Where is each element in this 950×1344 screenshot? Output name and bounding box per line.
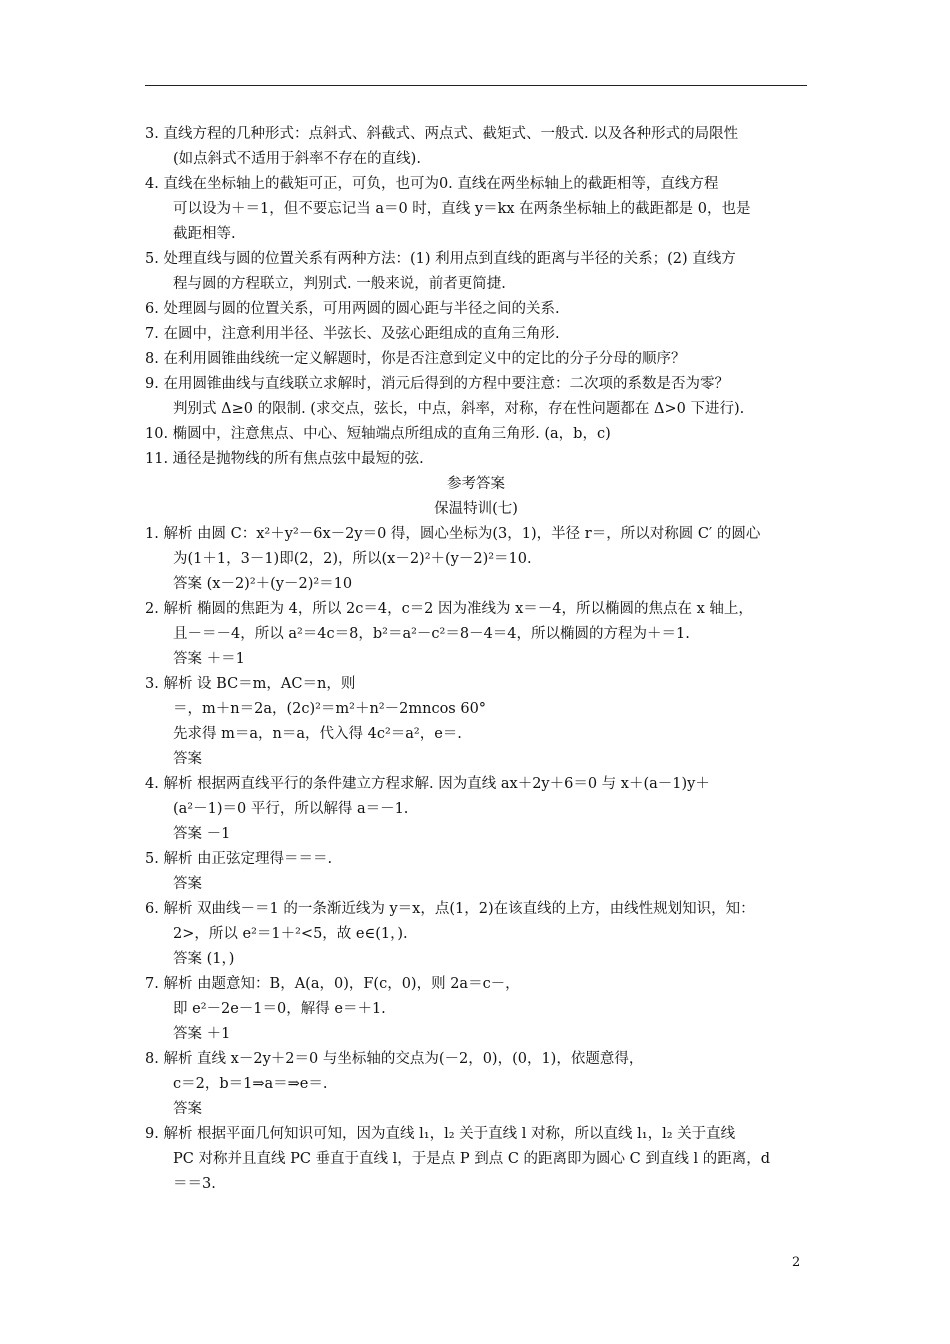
answer-line: 答案 <box>173 1101 202 1117</box>
answer-line: 7. 解析 由题意知：B，A(a，0)，F(c，0)，则 2a＝c－， <box>145 976 520 992</box>
note-line: 6. 处理圆与圆的位置关系，可用两圆的圆心距与半径之间的关系. <box>145 301 560 317</box>
note-line: 截距相等. <box>173 226 236 242</box>
answer-line: 1. 解析 由圆 C：x²＋y²－6x－2y＝0 得，圆心坐标为(3，1)，半径 r＝，所以对称圆 C′ 的圆心 <box>145 526 761 542</box>
note-line: 11. 通径是抛物线的所有焦点弦中最短的弦. <box>145 451 424 467</box>
answer-line: 答案 ＋1 <box>173 1026 231 1042</box>
answer-line: 9. 解析 根据平面几何知识可知，因为直线 l₁，l₂ 关于直线 l 对称，所以直线 l₁，l₂ 关于直线 <box>145 1126 736 1142</box>
answer-line: 答案 <box>173 876 202 892</box>
answer-line: 为(1＋1，3－1)即(2，2)，所以(x－2)²＋(y－2)²＝10. <box>173 551 532 567</box>
answer-line: 先求得 m＝a，n＝a，代入得 4c²＝a²，e＝. <box>173 726 462 742</box>
answer-line: 5. 解析 由正弦定理得＝＝＝. <box>145 851 333 867</box>
note-line: 4. 直线在坐标轴上的截矩可正，可负，也可为0. 直线在两坐标轴上的截距相等，直线方程 <box>145 176 719 192</box>
note-line: 10. 椭圆中，注意焦点、中心、短轴端点所组成的直角三角形. (a，b，c) <box>145 426 611 442</box>
note-line: 程与圆的方程联立，判别式. 一般来说，前者更简捷. <box>173 276 506 292</box>
answer-line: PC 对称并且直线 PC 垂直于直线 l，于是点 P 到点 C 的距离即为圆心 C 到直线 l 的距离，d <box>173 1151 771 1167</box>
answer-line: ＝＝3. <box>173 1176 216 1192</box>
header-rule <box>145 85 807 86</box>
answer-line: 答案 ＋＝1 <box>173 651 245 667</box>
note-line: 3. 直线方程的几种形式：点斜式、斜截式、两点式、截矩式、一般式. 以及各种形式的局限性 <box>145 126 739 142</box>
note-line: 7. 在圆中，注意利用半径、半弦长、及弦心距组成的直角三角形. <box>145 326 560 342</box>
answer-line: 且－＝－4，所以 a²＝4c＝8，b²＝a²－c²＝8－4＝4，所以椭圆的方程为＋＝1. <box>173 626 690 642</box>
note-line: 5. 处理直线与圆的位置关系有两种方法：(1) 利用点到直线的距离与半径的关系；(2) 直线方 <box>145 251 736 267</box>
answer-line: 2>，所以 e²＝1＋²<5，故 e∈(1，). <box>173 926 408 942</box>
note-line: 8. 在利用圆锥曲线统一定义解题时，你是否注意到定义中的定比的分子分母的顺序？ <box>145 351 686 367</box>
note-line: 9. 在用圆锥曲线与直线联立求解时，消元后得到的方程中要注意：二次项的系数是否为零？ <box>145 376 729 392</box>
answer-line: 8. 解析 直线 x－2y＋2＝0 与坐标轴的交点为(－2，0)，(0，1)，依题意得， <box>145 1051 644 1067</box>
answer-line: 答案 (1，) <box>173 951 235 967</box>
answer-line: 6. 解析 双曲线－＝1 的一条渐近线为 y＝x，点(1，2)在该直线的上方，由线性规划知识，知： <box>145 901 755 917</box>
page-number: 2 <box>792 1255 801 1270</box>
section-heading: 参考答案 <box>447 476 505 492</box>
answer-line: 4. 解析 根据两直线平行的条件建立方程求解. 因为直线 ax＋2y＋6＝0 与 x＋(a－1)y＋ <box>145 776 710 792</box>
note-line: 判别式 Δ≥0 的限制. (求交点，弦长，中点，斜率，对称，存在性问题都在 Δ>0 下进行). <box>173 401 745 417</box>
answer-line: 答案 <box>173 751 202 767</box>
answer-line: 3. 解析 设 BC＝m，AC＝n，则 <box>145 676 356 692</box>
answer-line: 答案 (x－2)²＋(y－2)²＝10 <box>173 576 353 592</box>
answer-line: 即 e²－2e－1＝0，解得 e＝＋1. <box>173 1001 386 1017</box>
answer-line: c＝2，b＝1⇒a＝⇒e＝. <box>173 1076 328 1092</box>
section-subheading: 保温特训(七) <box>434 501 518 517</box>
answer-line: (a²－1)＝0 平行，所以解得 a＝－1. <box>173 801 409 817</box>
note-line: 可以设为＋＝1，但不要忘记当 a＝0 时，直线 y＝kx 在两条坐标轴上的截距都是 0，也是 <box>173 201 751 217</box>
note-line: (如点斜式不适用于斜率不存在的直线). <box>173 151 421 167</box>
answer-line: ＝，m＋n＝2a，(2c)²＝m²＋n²－2mncos 60° <box>173 701 487 717</box>
answer-line: 答案 －1 <box>173 826 231 842</box>
answer-line: 2. 解析 椭圆的焦距为 4，所以 2c＝4，c＝2 因为准线为 x＝－4，所以椭圆的焦点在 x 轴上， <box>145 601 753 617</box>
